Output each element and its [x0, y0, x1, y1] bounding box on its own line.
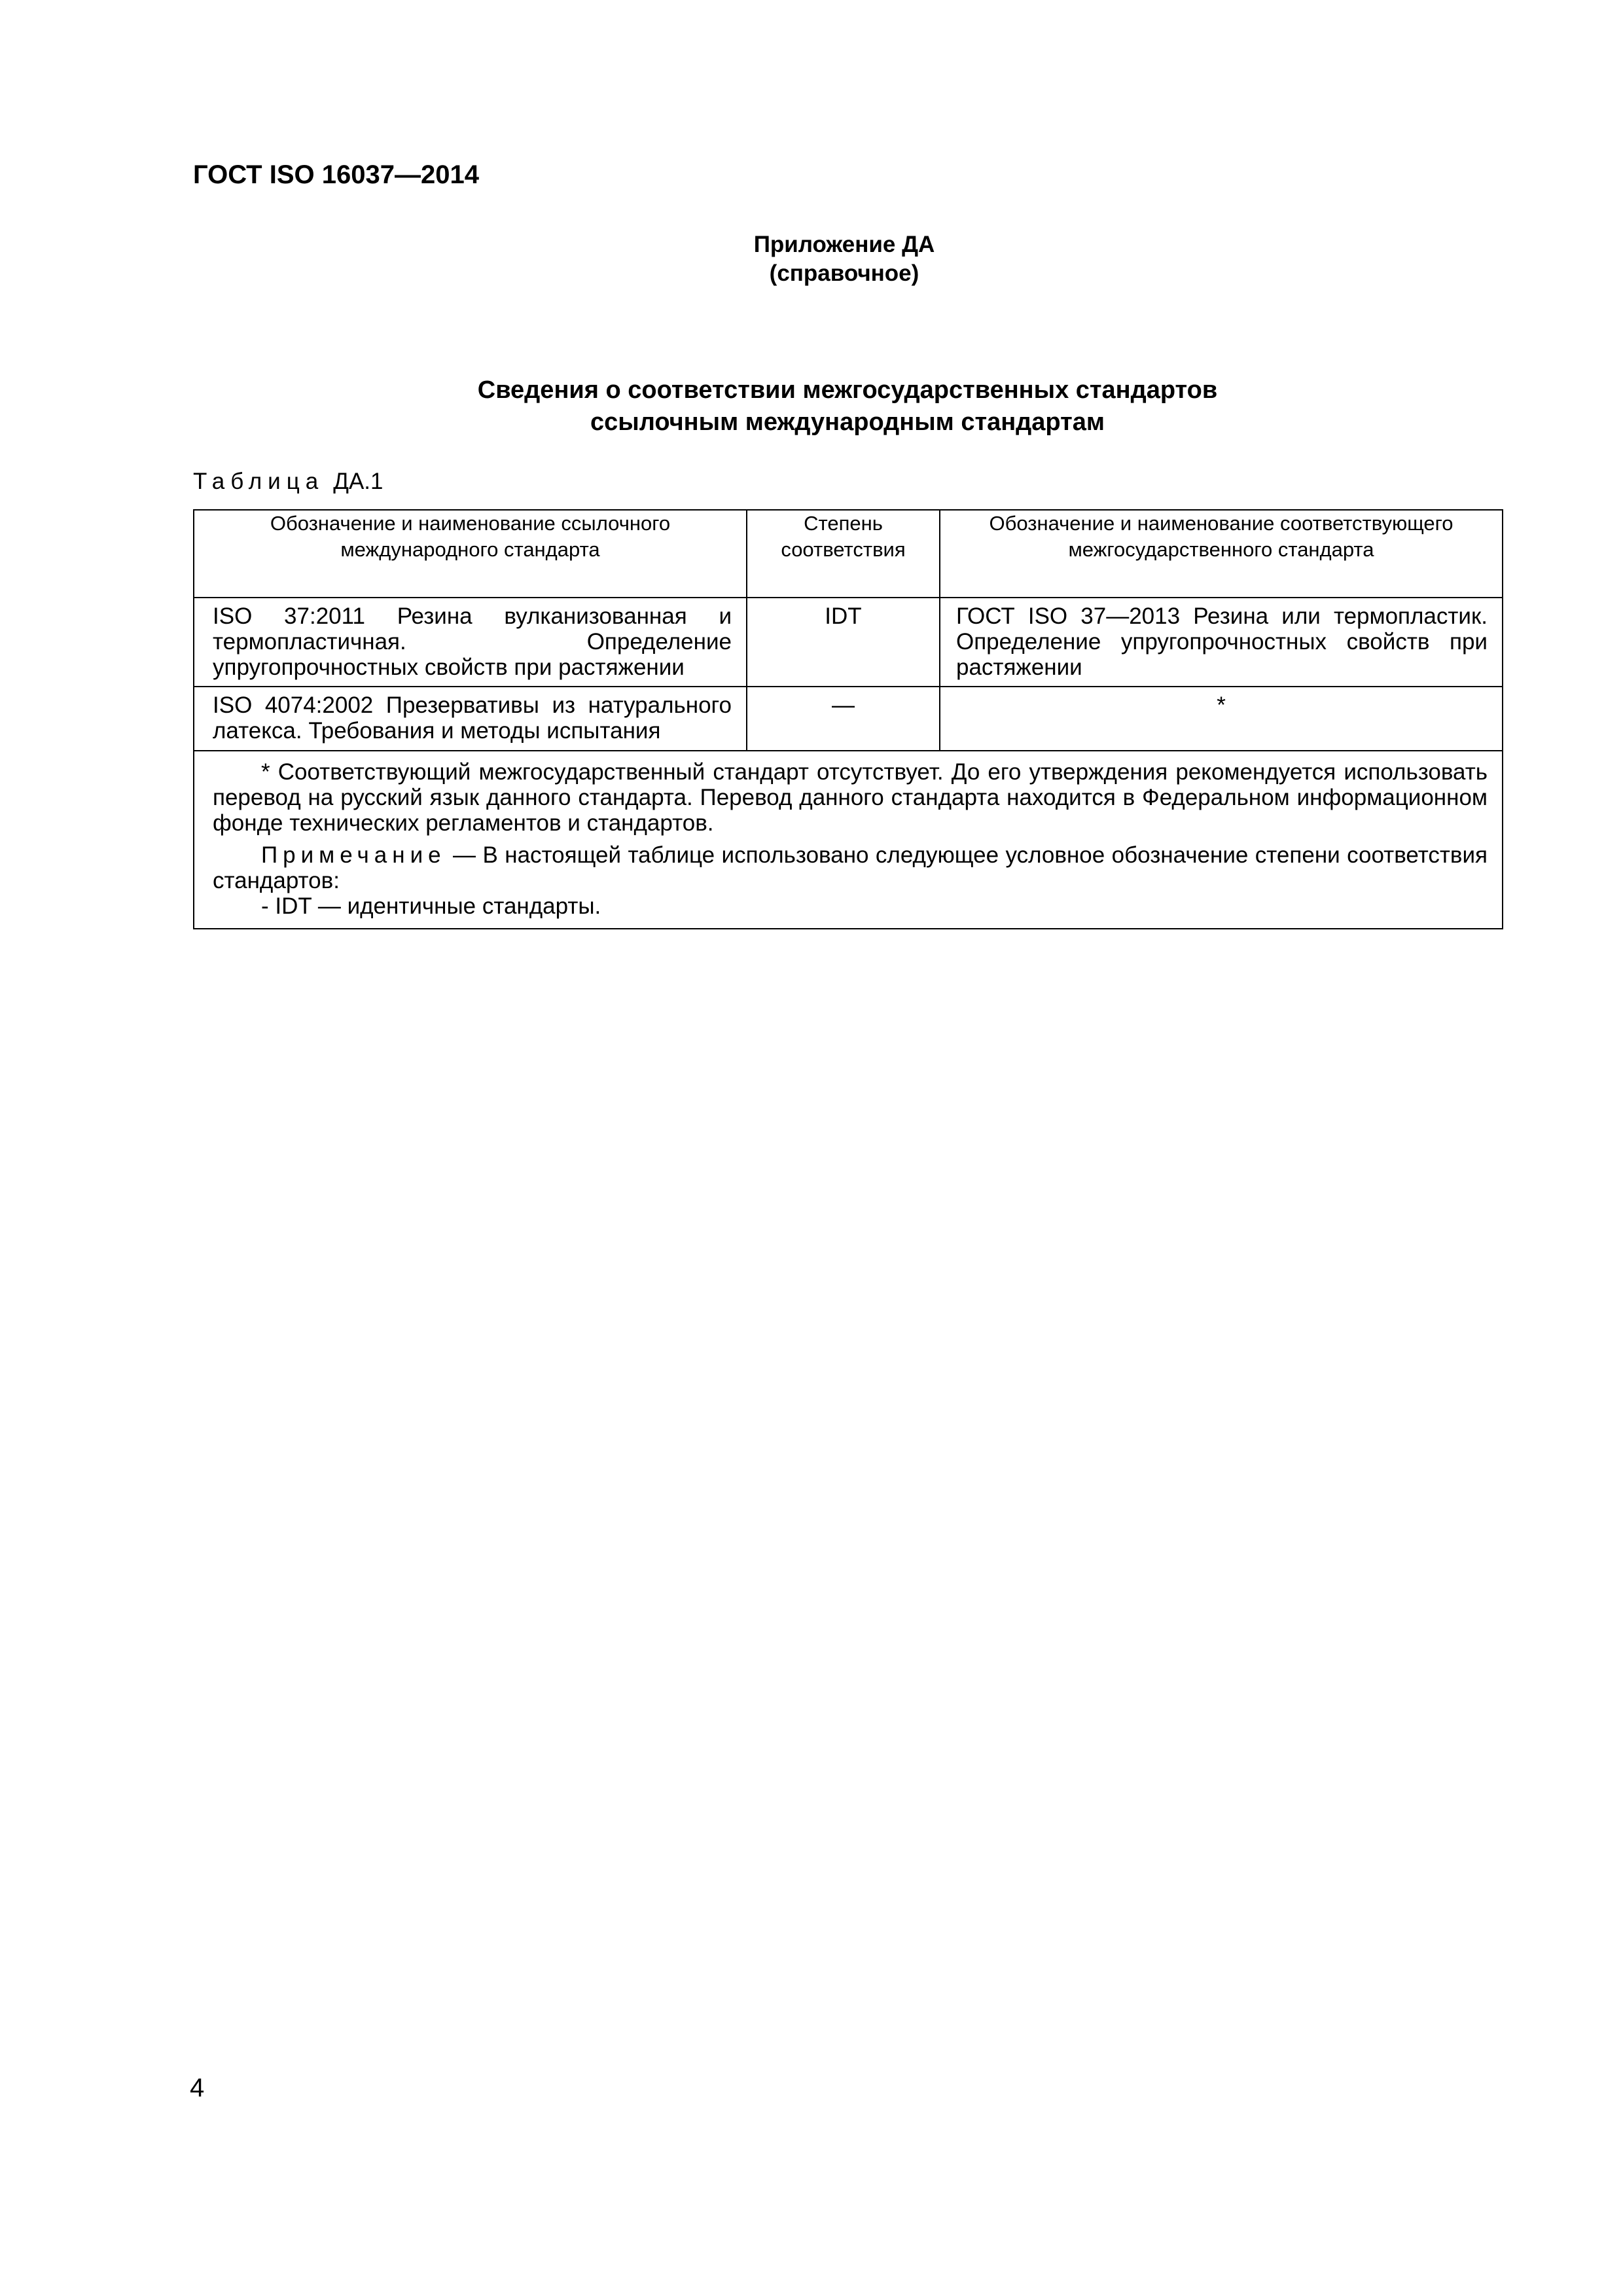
- column-header-international: Обозначение и наименование ссылочного международного стандарта: [194, 510, 747, 598]
- section-heading-line-2: ссылочным международным стандартам: [590, 408, 1105, 436]
- cell-degree: —: [747, 687, 940, 751]
- note-paragraph: [213, 842, 1488, 893]
- section-heading-line-1: Сведения о соответствии межгосударственных стандартов: [477, 376, 1218, 404]
- cell-degree: IDT: [747, 598, 940, 687]
- section-heading: [193, 374, 1502, 439]
- document-code: ГОСТ ISO 16037—2014: [193, 160, 479, 189]
- appendix-subtitle: (справочное): [769, 260, 919, 286]
- table-footnote-row: [194, 751, 1503, 929]
- table-label: [193, 469, 383, 495]
- table-label-word: Таблица: [193, 469, 325, 494]
- cell-interstate-standard: *: [940, 687, 1503, 751]
- table-row: [194, 687, 1503, 751]
- cell-international-standard: ISO 37:2011 Резина вулканизованная и термопластичная. Определение упругопрочностных свойств при растяжении: [194, 598, 747, 687]
- correspondence-table: [193, 509, 1503, 929]
- column-header-degree: Степень соответствия: [747, 510, 940, 598]
- note-list-item: - IDT — идентичные стандарты.: [261, 893, 601, 919]
- appendix-title-block: [654, 230, 1034, 288]
- note-text: — В настоящей таблице использовано следующее условное обозначение степени соответствия стандартов:: [213, 842, 1488, 893]
- table-label-number: ДА.1: [333, 469, 383, 494]
- page-number: 4: [190, 2073, 205, 2102]
- cell-interstate-standard: ГОСТ ISO 37—2013 Резина или термопластик. Определение упругопрочностных свойств при растяжении: [940, 598, 1503, 687]
- column-header-interstate: Обозначение и наименование соответствующего межгосударственного стандарта: [940, 510, 1503, 598]
- footnote-cell: [194, 751, 1503, 929]
- appendix-title: Приложение ДА: [753, 232, 935, 257]
- note-label: Примечание: [261, 842, 446, 868]
- cell-international-standard: ISO 4074:2002 Презервативы из натурального латекса. Требования и методы испытания: [194, 687, 747, 751]
- table-row: [194, 598, 1503, 687]
- footnote-text: * Соответствующий межгосударственный стандарт отсутствует. До его утверждения рекомендуется использовать перевод на русский язык данного стандарта. Перевод данного стандарта находится в Федеральном информационном фонде технических регламентов и стандартов.: [213, 759, 1488, 836]
- table-header-row: [194, 510, 1503, 598]
